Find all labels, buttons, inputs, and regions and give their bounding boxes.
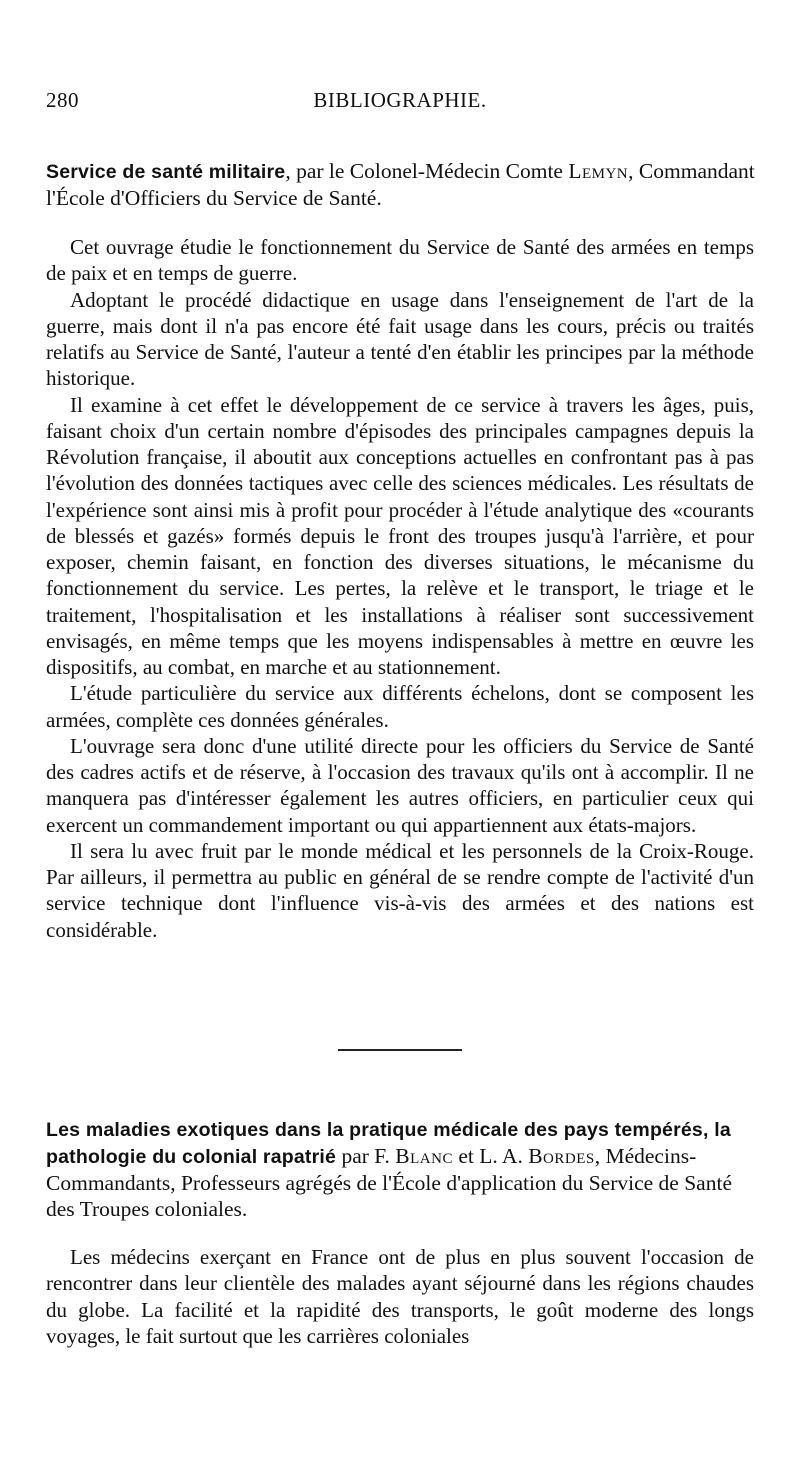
review-body — [46, 1244, 754, 1349]
section-title: BIBLIOGRAPHIE. — [313, 88, 487, 112]
book-title: Les maladies exotiques dans la pratique médicale des pays tempérés, la pathologie du colonial rapatrié — [46, 1119, 731, 1168]
review-paragraph: Adoptant le procédé didactique en usage dans l'enseignement de l'art de la guerre, mais dont il n'a pas encore été fait usage dans les cours, précis ou traités relatifs au Service de Santé, l'auteur a tenté d'en établir les principes par la méthode historique. — [46, 287, 754, 391]
section-divider — [338, 1049, 462, 1051]
page-number: 280 — [46, 88, 79, 112]
author-affiliation: , Commandant l'École d'Officiers du Service de Santé. — [46, 159, 755, 210]
review-body — [46, 234, 754, 943]
byline-conjunction: et L. A. — [452, 1144, 529, 1168]
review-paragraph: Il examine à cet effet le développement de ce service à travers les âges, puis, faisant choix d'un certain nombre d'épisodes des principales campagnes depuis la Révolution française, il aboutit aux conceptions actuelles en confrontant pas à pas l'évolution des données tactiques avec celle des sciences médicales. Les résultats de l'expérience sont ainsi mis à profit pour procéder à l'étude analytique des «courants de blessés et gazés» formés depuis le front des troupes jusqu'à l'arrière, et pour exposer, chemin faisant, en fonction des diverses situations, le mécanisme du fonctionnement du service. Les pertes, la relève et le transport, le triage et le traitement, l'hospitalisation et les installations à réaliser sont successivement envisagés, en même temps que les moyens indispensables à mettre en œuvre les dispositifs, au combat, en marche et au stationnement. — [46, 392, 754, 679]
author-name: Bordes — [528, 1144, 595, 1168]
review-paragraph: Les médecins exerçant en France ont de plus en plus souvent l'occasion de rencontrer dans leur clientèle des malades ayant séjourné dans les régions chaudes du globe. La facilité et la rapidité des transports, le goût moderne des longs voyages, le fait surtout que les carrières coloniales — [46, 1245, 754, 1348]
review-paragraph: Cet ouvrage étudie le fonctionnement du Service de Santé des armées en temps de paix et en temps de guerre. — [46, 235, 754, 286]
byline: , par le Colonel-Médecin Comte — [285, 159, 569, 183]
review-paragraph: L'étude particulière du service aux différents échelons, dont se composent les armées, complète ces données générales. — [46, 681, 754, 732]
author-affiliation: , Médecins-Commandants, Professeurs agrégés de l'École d'application du Service de Santé des Troupes coloniales. — [46, 1144, 732, 1221]
book-title: Service de santé militaire — [46, 161, 286, 183]
author-name: Blanc — [395, 1144, 453, 1168]
review-paragraph: Il sera lu avec fruit par le monde médical et les personnels de la Croix-Rouge. Par ailleurs, il permettra au public en général de se rendre compte de l'activité d'un service technique dont l'influence vis-à-vis des armées et des nations est considérable. — [46, 838, 754, 942]
entry-title — [46, 1116, 756, 1222]
author-name: Lemyn — [568, 159, 629, 183]
entry-title — [46, 158, 756, 211]
running-head — [46, 88, 754, 118]
byline: par F. — [336, 1144, 396, 1168]
review-paragraph: L'ouvrage sera donc d'une utilité directe pour les officiers du Service de Santé des cadres actifs et de réserve, à l'occasion des travaux qu'ils ont à accomplir. Il ne manquera pas d'intéresser également les autres officiers, en particulier ceux qui exercent un commandement important ou qui appartiennent aux états-majors. — [46, 733, 754, 837]
